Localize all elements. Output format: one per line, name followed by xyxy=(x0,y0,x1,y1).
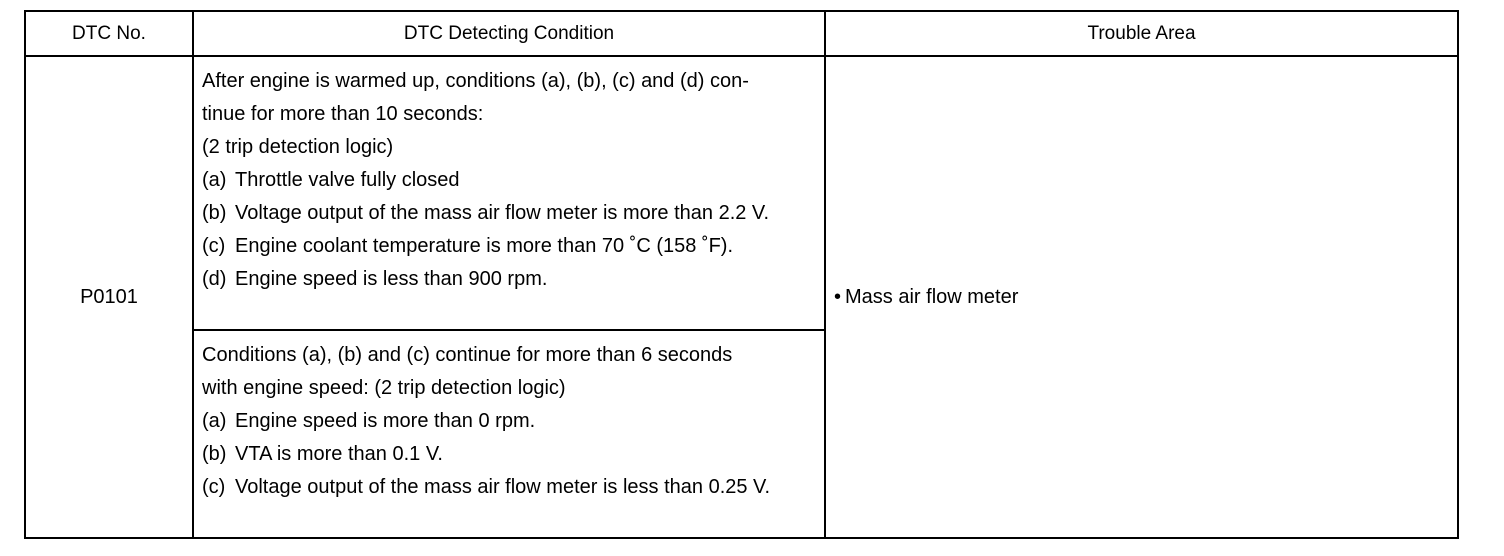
item-text: Engine speed is less than 900 rpm. xyxy=(235,268,548,290)
item-text: Voltage output of the mass air flow meter is less than 0.25 V. xyxy=(235,476,771,498)
condition-cell-2 xyxy=(193,330,825,538)
item-key: (a) xyxy=(202,169,227,191)
table-header-row xyxy=(25,11,1458,56)
condition-cell-1 xyxy=(193,56,825,330)
header-trouble-area: Trouble Area xyxy=(825,11,1458,56)
header-detecting-condition: DTC Detecting Condition xyxy=(193,11,825,56)
item-key: (d) xyxy=(202,268,227,290)
item-text: Throttle valve fully closed xyxy=(235,169,460,191)
item-key: (a) xyxy=(202,410,227,432)
condition-1-item-c xyxy=(202,230,816,263)
item-text: Engine coolant temperature is more than 70 ˚C (158 ˚F). xyxy=(235,235,734,257)
condition-1-item-b xyxy=(202,197,816,230)
condition-1-item-d xyxy=(202,263,816,296)
item-key: (b) xyxy=(202,443,227,465)
dtc-code-cell: P0101 xyxy=(25,56,193,538)
item-text: Engine speed is more than 0 rpm. xyxy=(235,410,536,432)
item-key: (c) xyxy=(202,235,226,257)
trouble-area-text: Mass air flow meter xyxy=(845,285,1019,308)
trouble-area-cell xyxy=(825,56,1458,538)
condition-2-item-c xyxy=(202,471,816,504)
bullet-icon: • xyxy=(834,285,842,308)
header-dtc-no: DTC No. xyxy=(25,11,193,56)
condition-2-intro-line-1: Conditions (a), (b) and (c) continue for more than 6 seconds xyxy=(202,344,733,366)
dtc-table xyxy=(24,10,1459,539)
item-key: (c) xyxy=(202,476,226,498)
condition-1-intro-line-3: (2 trip detection logic) xyxy=(202,136,394,158)
condition-2-item-a xyxy=(202,405,816,438)
table-row xyxy=(25,56,1458,330)
item-text: VTA is more than 0.1 V. xyxy=(235,443,443,465)
condition-1-intro-line-2: tinue for more than 10 seconds: xyxy=(202,103,484,125)
item-text: Voltage output of the mass air flow meter is more than 2.2 V. xyxy=(235,202,769,224)
condition-2-item-b xyxy=(202,438,816,471)
condition-2-intro-line-2: with engine speed: (2 trip detection logic) xyxy=(202,377,566,399)
condition-1-item-a xyxy=(202,164,816,197)
condition-1-intro-line-1: After engine is warmed up, conditions (a), (b), (c) and (d) con- xyxy=(202,70,749,92)
item-key: (b) xyxy=(202,202,227,224)
